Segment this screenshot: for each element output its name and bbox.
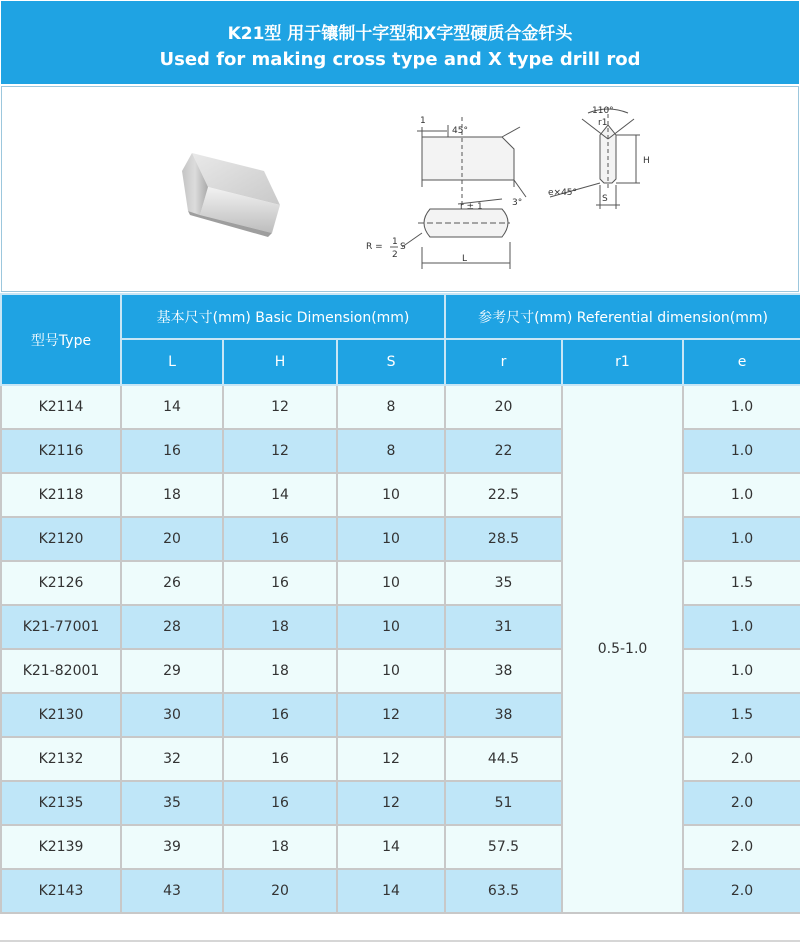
cell-r: 51: [445, 781, 562, 825]
label-S-front: S: [602, 194, 608, 204]
label-angle-45: 45°: [452, 126, 468, 136]
cell-S: 10: [337, 649, 445, 693]
header-r1: r1: [562, 339, 683, 385]
label-frac-num: 1: [392, 237, 398, 247]
cell-e: 2.0: [683, 737, 800, 781]
cell-r: 38: [445, 693, 562, 737]
title-chinese: K21型 用于镶制十字型和X字型硬质合金钎头: [227, 24, 573, 44]
cell-L: 43: [121, 869, 223, 913]
cell-H: 16: [223, 693, 337, 737]
cell-type: K2116: [1, 429, 121, 473]
header-basic-dimension: 基本尺寸(mm) Basic Dimension(mm): [121, 294, 445, 339]
header-L: L: [121, 339, 223, 385]
cell-e: 1.0: [683, 517, 800, 561]
cell-type: K2139: [1, 825, 121, 869]
cell-e: 2.0: [683, 825, 800, 869]
cell-e: 1.5: [683, 693, 800, 737]
label-H: H: [643, 156, 650, 166]
cell-S: 14: [337, 869, 445, 913]
spec-table-body: [1, 385, 800, 913]
cell-L: 30: [121, 693, 223, 737]
cell-L: 26: [121, 561, 223, 605]
cell-type: K2118: [1, 473, 121, 517]
cell-L: 18: [121, 473, 223, 517]
cell-r: 31: [445, 605, 562, 649]
cell-r: 38: [445, 649, 562, 693]
cell-type: K2132: [1, 737, 121, 781]
cell-S: 10: [337, 517, 445, 561]
cell-L: 29: [121, 649, 223, 693]
label-angle-3: 3°: [512, 198, 523, 208]
cell-e: 1.0: [683, 473, 800, 517]
header-e: e: [683, 339, 800, 385]
label-r-tol: r ± 1: [460, 202, 483, 212]
label-frac-den: 2: [392, 250, 398, 260]
cell-r: 35: [445, 561, 562, 605]
cell-H: 20: [223, 869, 337, 913]
cell-r: 57.5: [445, 825, 562, 869]
cell-L: 20: [121, 517, 223, 561]
cell-S: 10: [337, 473, 445, 517]
cell-type: K2120: [1, 517, 121, 561]
spec-table: [0, 293, 800, 914]
cell-L: 32: [121, 737, 223, 781]
header-referential-dimension: 参考尺寸(mm) Referential dimension(mm): [445, 294, 800, 339]
cell-e: 2.0: [683, 781, 800, 825]
technical-drawing: [2, 87, 800, 293]
label-angle-110: 110°: [592, 106, 614, 116]
header-r: r: [445, 339, 562, 385]
cell-L: 35: [121, 781, 223, 825]
cell-type: K2126: [1, 561, 121, 605]
cell-H: 18: [223, 649, 337, 693]
cell-L: 16: [121, 429, 223, 473]
cell-S: 12: [337, 693, 445, 737]
cell-e: 1.0: [683, 429, 800, 473]
cell-H: 16: [223, 737, 337, 781]
label-r1: r1: [598, 118, 608, 128]
insert-photo: [182, 153, 280, 237]
header-type: 型号Type: [1, 294, 121, 385]
header-H: H: [223, 339, 337, 385]
cell-r1: 0.5-1.0: [562, 385, 683, 913]
cell-H: 16: [223, 781, 337, 825]
cell-type: K21-82001: [1, 649, 121, 693]
figure-panel: [1, 86, 799, 292]
cell-H: 12: [223, 429, 337, 473]
label-R: R =: [366, 242, 383, 252]
cell-S: 12: [337, 737, 445, 781]
title-english: Used for making cross type and X type drill rod: [159, 49, 641, 70]
cell-H: 16: [223, 561, 337, 605]
cell-r: 22: [445, 429, 562, 473]
cell-e: 1.0: [683, 649, 800, 693]
cell-H: 16: [223, 517, 337, 561]
cell-e: 1.5: [683, 561, 800, 605]
cell-r: 63.5: [445, 869, 562, 913]
table-row: [1, 385, 800, 429]
cell-S: 12: [337, 781, 445, 825]
cell-e: 2.0: [683, 869, 800, 913]
cell-S: 8: [337, 429, 445, 473]
side-view: [417, 117, 526, 207]
cell-r: 44.5: [445, 737, 562, 781]
cell-r: 20: [445, 385, 562, 429]
cell-r: 28.5: [445, 517, 562, 561]
label-dim-1: 1: [420, 116, 426, 126]
cell-type: K2135: [1, 781, 121, 825]
cell-L: 14: [121, 385, 223, 429]
cell-e: 1.0: [683, 605, 800, 649]
cell-L: 39: [121, 825, 223, 869]
label-e45: e×45°: [548, 188, 578, 198]
cell-type: K21-77001: [1, 605, 121, 649]
cell-L: 28: [121, 605, 223, 649]
cell-H: 14: [223, 473, 337, 517]
title-banner: [1, 1, 799, 84]
cell-type: K2143: [1, 869, 121, 913]
top-view: [402, 199, 510, 269]
header-S: S: [337, 339, 445, 385]
cell-S: 14: [337, 825, 445, 869]
cell-r: 22.5: [445, 473, 562, 517]
cell-H: 12: [223, 385, 337, 429]
label-S-R: S: [400, 242, 406, 252]
cell-type: K2114: [1, 385, 121, 429]
cell-S: 8: [337, 385, 445, 429]
cell-e: 1.0: [683, 385, 800, 429]
cell-S: 10: [337, 605, 445, 649]
bottom-divider: [0, 940, 800, 942]
cell-type: K2130: [1, 693, 121, 737]
cell-S: 10: [337, 561, 445, 605]
cell-H: 18: [223, 605, 337, 649]
cell-H: 18: [223, 825, 337, 869]
label-L: L: [462, 254, 468, 264]
